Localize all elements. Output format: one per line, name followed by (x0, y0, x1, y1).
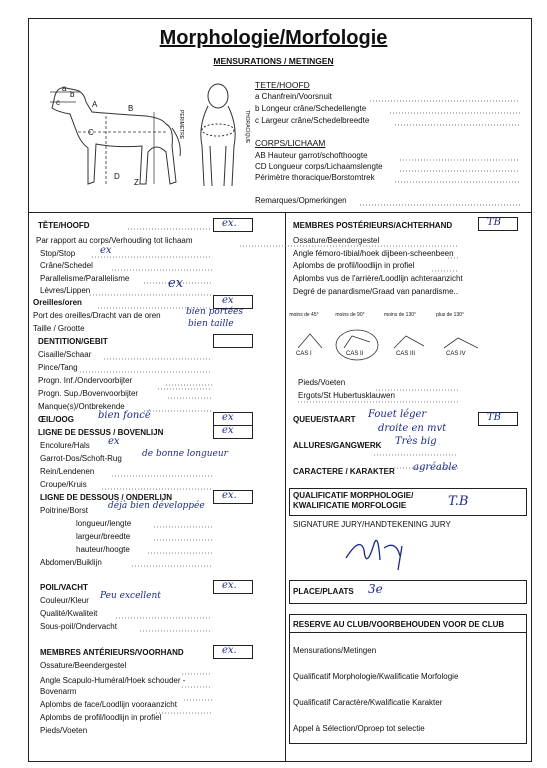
angle-femoro-label: Angle fémoro-tibial/hoek dijbeen-scheenbeen (293, 249, 454, 258)
queue-box-value: TB (487, 412, 502, 423)
reserve-qual-caract: Qualificatif Caractère/Kwalificatie Karakter (293, 698, 443, 707)
crane-label: Crâne/Schedel (40, 261, 93, 270)
dessus-value: ex (222, 425, 234, 436)
tete-value: ex. (222, 218, 237, 229)
oreilles-label: Oreilles/oren (33, 298, 82, 307)
dessous-value: ex. (222, 490, 237, 501)
rein-label: Rein/Lendenen (40, 467, 95, 476)
cas-3-top: moins de 130° (383, 312, 417, 318)
cas-4-label: CAS IV (446, 351, 466, 357)
mensurations-heading: MENSURATIONS / METINGEN (213, 56, 334, 66)
largeur-label: largeur/breedte (76, 532, 131, 541)
mensurations-dotted-lines (250, 80, 530, 210)
stop-label: Stop/Stop (40, 249, 76, 258)
oeil-value: bien foncé (98, 410, 151, 421)
port-value: bien portées (186, 307, 243, 317)
prog-sup-label: Progn. Sup./Bovenvoorbijter (38, 389, 139, 398)
place-label: PLACE/PLAATS (293, 587, 354, 596)
diagram-side-label-2: THORACIQUE (244, 110, 250, 144)
aplombs-arriere-label: Aplombs vus de l'arrière/Loodlijn achteraanzicht (293, 274, 463, 283)
dentition-label: DENTITION/GEBIT (38, 337, 108, 346)
parallelisme-label: Parallelisme/Parallelisme (40, 274, 130, 283)
corps-title: CORPS/LICHAAM (255, 138, 326, 148)
taille-label: Taille / Grootte (33, 324, 85, 333)
dessous-label: LIGNE DE DESSOUS / ONDERLIJN (40, 493, 173, 502)
queue-value-2: droite en mvt (378, 423, 447, 434)
diagram-letter-A: A (92, 100, 98, 109)
croupe-label: Croupe/Kruis (40, 480, 87, 489)
couleur-label: Couleur/Kleur (40, 596, 89, 605)
manque-label: Manque(s)/Ontbrekende (38, 402, 125, 411)
encolure-label: Encolure/Hals (40, 441, 90, 450)
pince-label: Pince/Tang (38, 363, 78, 372)
garrot-label: Garrot-Dos/Schoft-Rug (40, 454, 122, 463)
ossature-left-label: Ossature/Beendergestel (40, 661, 127, 670)
allures-label: ALLURES/GANGWERK (293, 441, 382, 450)
panardisme-label: Degré de panardisme/Graad van panardisme.. (293, 287, 458, 296)
caractere-value: agréable (413, 462, 458, 473)
cas-2-top: moins de 90° (335, 312, 365, 318)
reserve-qual-morph: Qualificatif Morphologie/Kwalificatie Morfologie (293, 672, 459, 681)
hauteur-label: hauteur/hoogte (76, 545, 130, 554)
diagram-letter-b: b (70, 90, 75, 99)
reserve-label: RESERVE AU CLUB/VOORBEHOUDEN VOOR DE CLUB (293, 620, 505, 629)
cisaille-label: Cisaille/Schaar (38, 350, 92, 359)
poitrine-label: Poitrine/Borst (40, 506, 89, 515)
qualite-label: Qualité/Kwaliteit (40, 609, 98, 618)
page-title: Morphologie/Morfologie (159, 27, 388, 49)
anterieurs-label: MEMBRES ANTÉRIEURS/VOORHAND (40, 648, 184, 657)
qualificatif-label: QUALIFICATIF MORPHOLOGIE/ KWALIFICATIE MORFOLOGIE (293, 491, 414, 510)
reserve-appel: Appel à Sélection/Oproep tot selectie (293, 724, 425, 733)
reserve-mensurations: Mensurations/Metingen (293, 646, 377, 655)
encolure-value: ex (108, 436, 120, 447)
levres-label: Lèvres/Lippen (40, 286, 91, 295)
abdomen-label: Abdomen/Buiklijn (40, 558, 102, 567)
diagram-letter-c: c (56, 98, 60, 107)
corps-item-cd: CD Longueur corps/Lichaamslengte (255, 162, 383, 171)
diagram-letter-C: C (88, 128, 94, 137)
souspoil-label: Sous-poil/Ondervacht (40, 622, 117, 631)
oeil-box-value: ex (222, 412, 234, 423)
tete-item-a: a Chanfrein/Voorsnuit (255, 92, 332, 101)
cas-1-label: CAS I (296, 351, 312, 357)
aplombs-profil-left-label: Aplombs de profil/loodlijn in profiel (40, 713, 162, 722)
ergots-label: Ergots/St Hubertusklauwen (298, 391, 395, 400)
dog-front-diagram (186, 76, 250, 194)
tete-item-b: b Longeur crâne/Schedellengte (255, 104, 367, 113)
posterieurs-label: MEMBRES POSTÉRIEURS/ACHTERHAND (293, 221, 453, 230)
longueur-label: longueur/lengte (76, 519, 132, 528)
signature-label: SIGNATURE JURY/HANDTEKENING JURY (293, 520, 451, 529)
taille-value: bien taille (188, 319, 234, 329)
cas-2-label: CAS II (346, 351, 364, 357)
tete-item-c: c Largeur crâne/Schedelbreedte (255, 116, 370, 125)
tete-hoofd-title: TETE/HOOFD (255, 80, 310, 90)
diagram-letter-D: D (114, 172, 120, 181)
proportion-label: Par rapport au corps/Verhouding tot lichaam (36, 236, 193, 245)
diagram-letter-B: B (128, 104, 134, 113)
diagram-letter-a: a (62, 84, 67, 93)
cas-4-top: plus de 130° (436, 312, 464, 318)
angle-scapulo-label: Angle Scapulo-Huméral/Hoek schouder - Bovenarm (40, 676, 186, 696)
qualificatif-value: T.B (448, 494, 469, 509)
dessus-label: LIGNE DE DESSUS / BOVENLIJN (38, 428, 164, 437)
dog-side-diagram (36, 72, 186, 192)
posterieurs-value: TB (487, 217, 502, 228)
prog-inf-label: Progn. Inf./Ondervoorbijter (38, 376, 133, 385)
place-value: 3e (368, 582, 383, 596)
couleur-value: Peu excellent (100, 591, 161, 601)
oreilles-value: ex (222, 295, 234, 306)
queue-label: QUEUE/STAART (293, 415, 356, 424)
tete-label: TÊTE/HOOFD (38, 221, 90, 230)
corps-item-ab: AB Hauteur garrot/schofthoogte (255, 151, 368, 160)
stop-value: ex (100, 245, 112, 256)
poitrine-value: déjà bien développée (108, 501, 205, 511)
cas-1-top: moins de 45° (289, 312, 319, 318)
aplombs-profil-right-label: Aplombs de profil/loodlijn in profiel (293, 261, 415, 270)
corps-item-perimetre: Périmètre thoracique/Borstomtrek (255, 173, 375, 182)
remarques-label: Remarques/Opmerkingen (255, 196, 347, 205)
ossature-right-label: Ossature/Beendergestel (293, 236, 380, 245)
diagram-side-label-1: PERIMETRE (178, 110, 184, 140)
garrot-value: de bonne longueur (142, 449, 228, 459)
aplombs-face-label: Aplombs de face/Loodlijn vooraanzicht (40, 700, 177, 709)
poil-value: ex. (222, 580, 237, 591)
caractere-label: CARACTERE / KARAKTER (293, 467, 395, 476)
dotted-leaders (28, 212, 532, 742)
poil-label: POIL/VACHT (40, 583, 88, 592)
port-label: Port des oreilles/Dracht van de oren (33, 311, 161, 320)
pieds-right-label: Pieds/Voeten (298, 378, 346, 387)
diagram-letter-Z: Z (134, 178, 139, 187)
pieds-left-label: Pieds/Voeten (40, 726, 88, 735)
parallelisme-value: ex (168, 276, 184, 291)
oeil-label: ŒIL/OOG (38, 415, 74, 424)
queue-value: Fouet léger (368, 409, 427, 420)
anterieurs-value: ex. (222, 645, 237, 656)
allures-value: Très big (395, 436, 437, 447)
cas-3-label: CAS III (396, 351, 416, 357)
